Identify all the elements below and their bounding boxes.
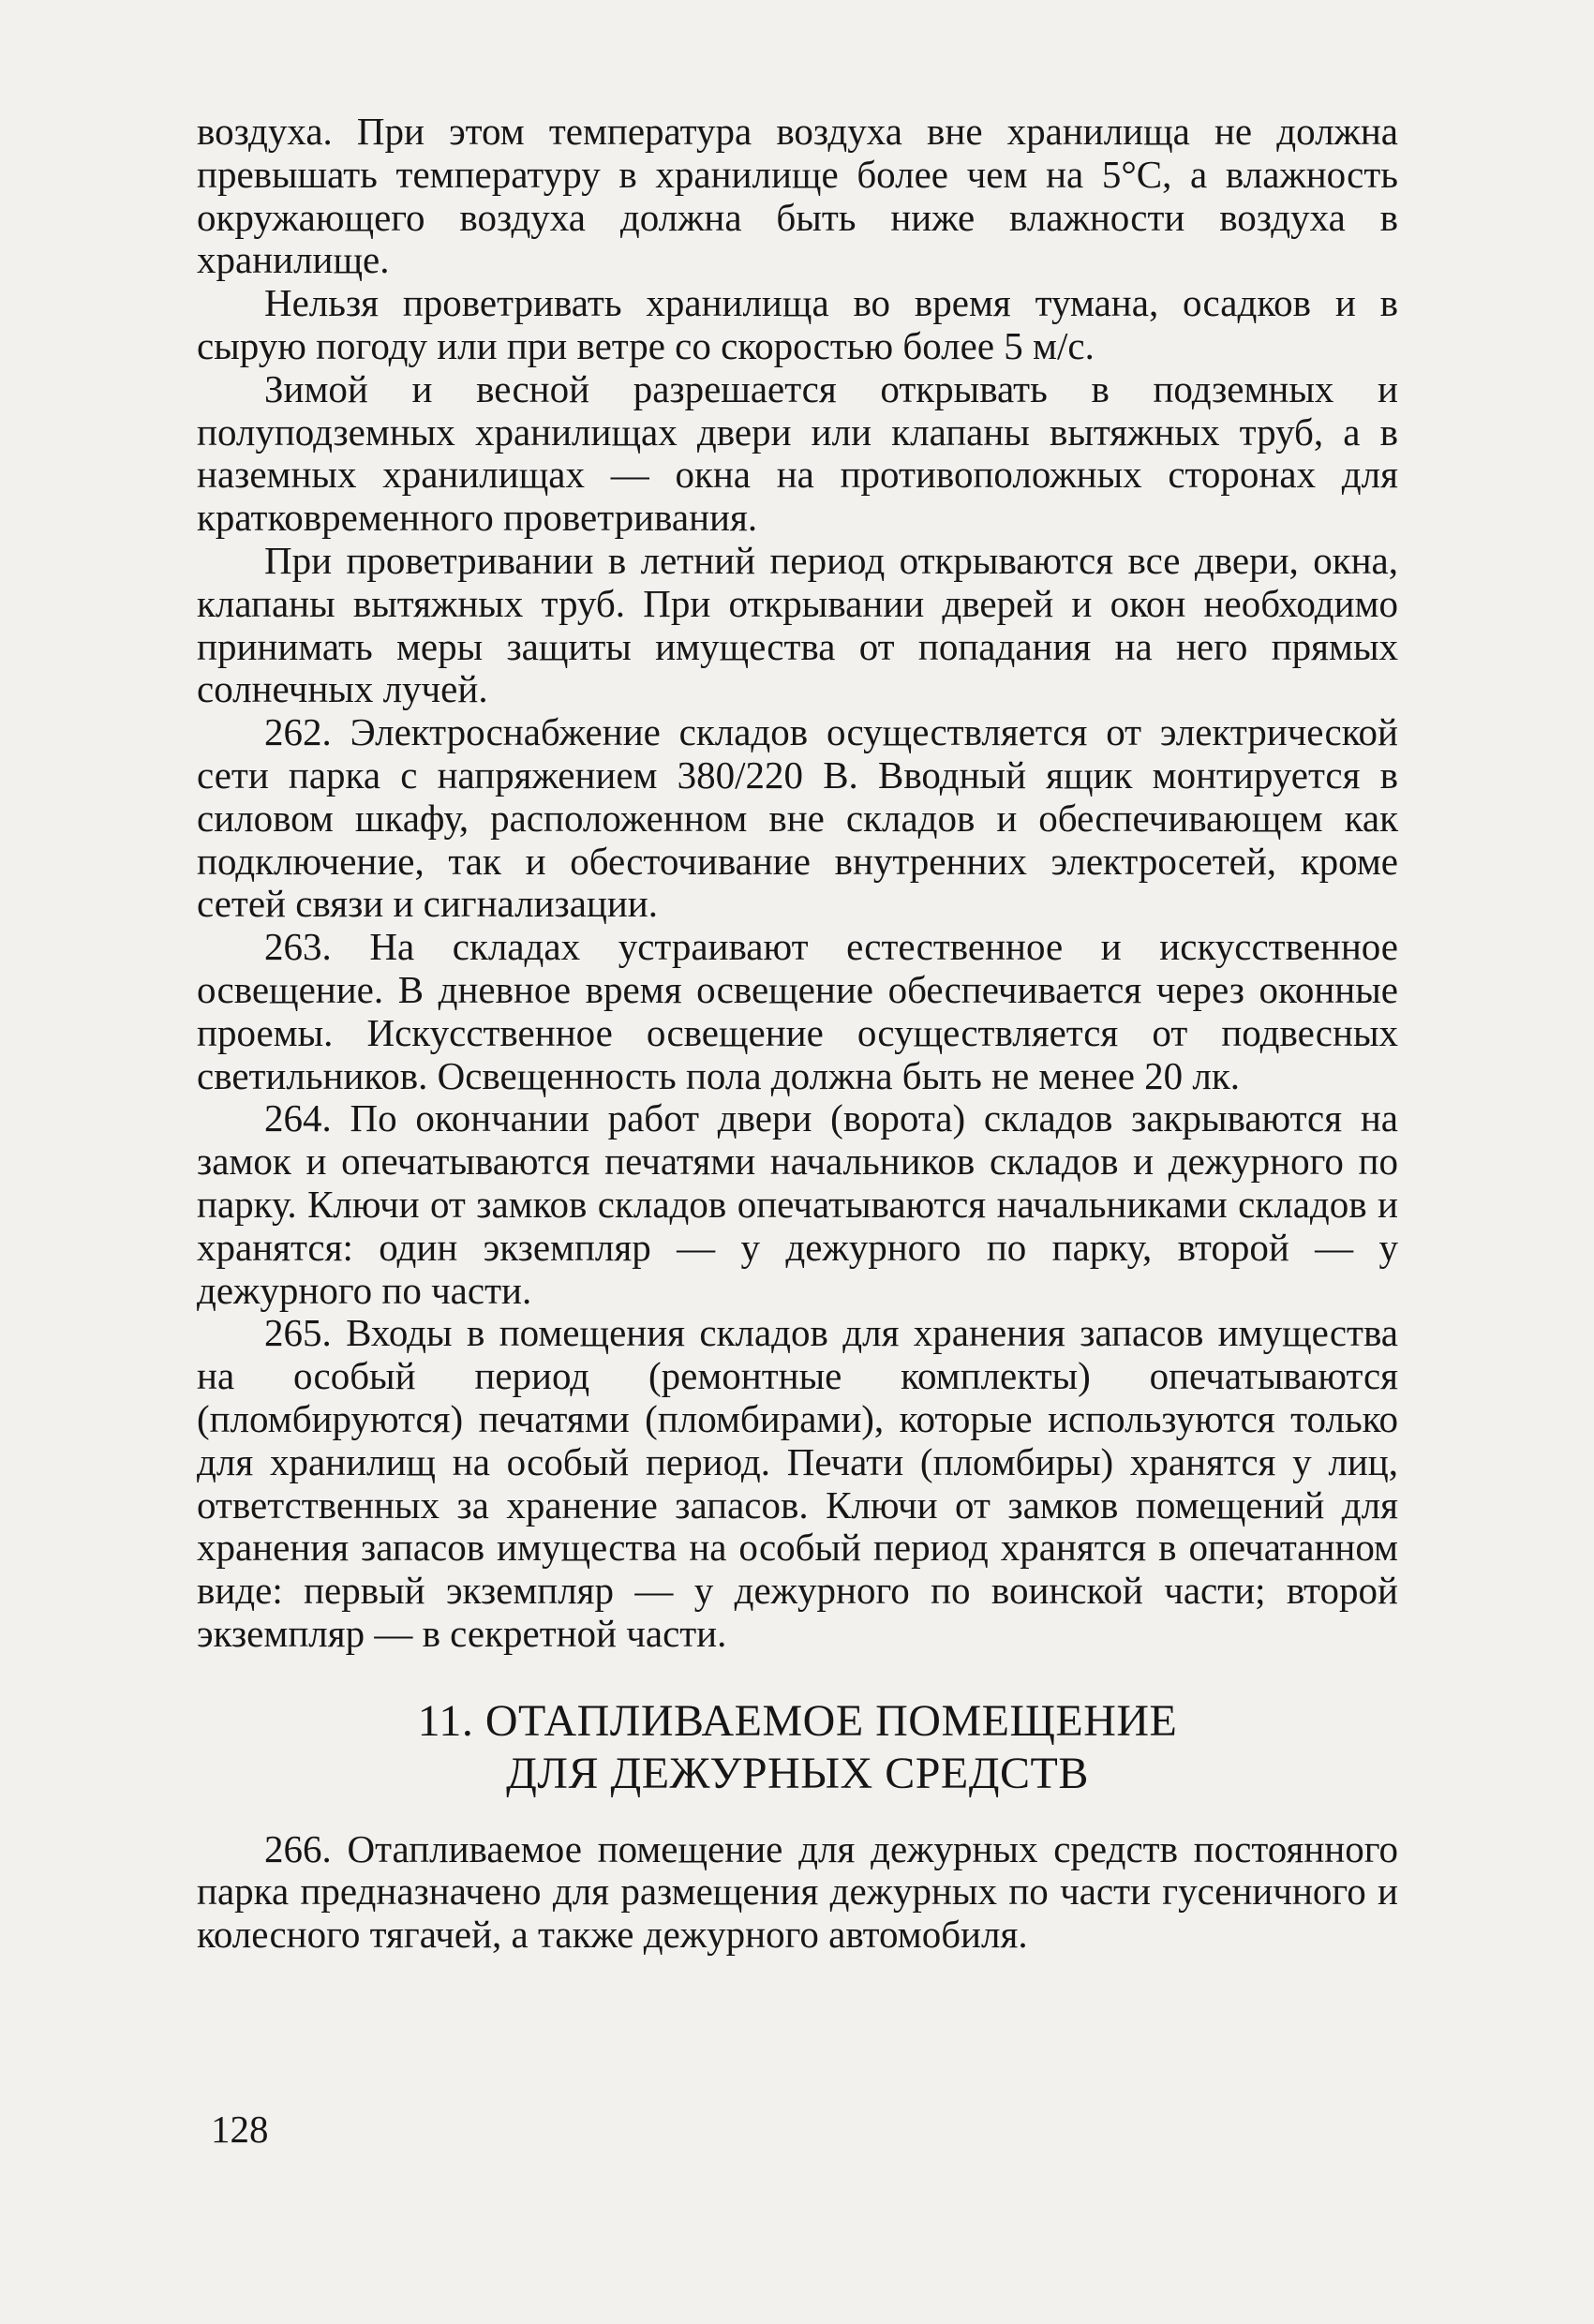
- paragraph-continuation: воздуха. При этом температура воздуха вне хранилища не должна превышать температуру в хранилище более чем на 5°С, а влажность окружающего воздуха должна быть ниже влажности воздуха в хранилище.: [197, 110, 1398, 282]
- paragraph-263-lighting: 263. На складах устраивают естественное и искусственное освещение. В дневное время освещение обеспечивается через оконные проемы. Искусственное освещение осуществляется от подвесных светильников. Освещенность пола должна быть не менее 20 лк.: [197, 925, 1398, 1097]
- paragraph-265-special-period: 265. Входы в помещения складов для хранения запасов имущества на особый период (ремонтные комплекты) опечатываются (пломбируются) печатями (пломбирами), которые используются только для хранилищ на особый период. Печати (пломбиры) хранятся у лиц, ответственных за хранение запасов. Ключи от замков помещений для хранения запасов имущества на особый период хранятся в опечатанном виде: первый экземпляр — у дежурного по воинской части; второй экземпляр — в секретной части.: [197, 1311, 1398, 1655]
- paragraph-ventilation-restrictions: Нельзя проветривать хранилища во время тумана, осадков и в сырую погоду или при ветре со скоростью более 5 м/с.: [197, 281, 1398, 367]
- paragraph-262-power-supply: 262. Электроснабжение складов осуществляется от электрической сети парка с напряжением 380/220 В. Вводный ящик монтируется в силовом шкафу, расположенном вне складов и обеспечивающем как подключение, так и обесточивание внутренних электросетей, кроме сетей связи и сигнализации.: [197, 710, 1398, 926]
- section-heading: [197, 1695, 1398, 1800]
- paragraph-264-sealing: 264. По окончании работ двери (ворота) складов закрываются на замок и опечатываются печатями начальников складов и дежурного по парку. Ключи от замков складов опечатываются начальниками складов и хранятся: один экземпляр — у дежурного по парку, второй — у дежурного по части.: [197, 1096, 1398, 1312]
- paragraph-summer-ventilation: При проветривании в летний период открываются все двери, окна, клапаны вытяжных труб. При открывании дверей и окон необходимо принимать меры защиты имущества от попадания на него прямых солнечных лучей.: [197, 538, 1398, 711]
- section-heading-line-2: ДЛЯ ДЕЖУРНЫХ СРЕДСТВ: [506, 1748, 1089, 1798]
- section-heading-line-1: 11. ОТАПЛИВАЕМОЕ ПОМЕЩЕНИЕ: [417, 1695, 1178, 1746]
- page-number: 128: [211, 2108, 269, 2151]
- page-body: [197, 111, 1398, 1957]
- paragraph-winter-ventilation: Зимой и весной разрешается открывать в подземных и полуподземных хранилищах двери или клапаны вытяжных труб, а в наземных хранилищах — окна на противоположных сторонах для кратковременного проветривания.: [197, 366, 1398, 540]
- paragraph-266-heated-room: 266. Отапливаемое помещение для дежурных средств постоянного парка предназначено для размещения дежурных по части гусеничного и колесного тягачей, а также дежурного автомобиля.: [197, 1826, 1398, 1957]
